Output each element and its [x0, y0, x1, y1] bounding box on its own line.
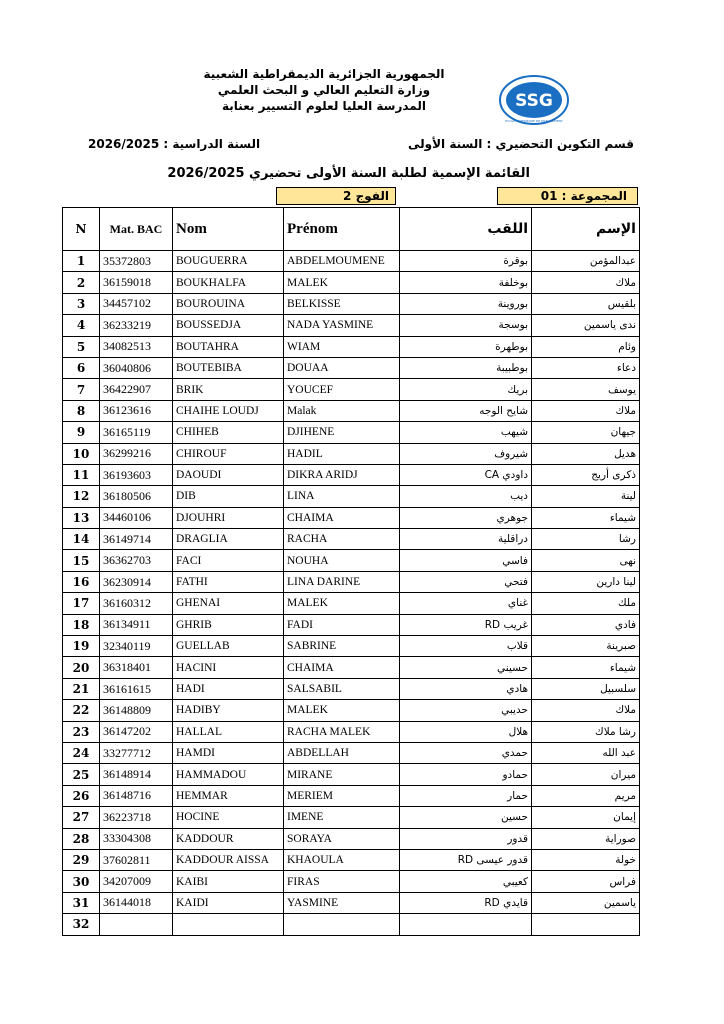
department-label: قسم التكوين التحضيري : السنة الأولى	[407, 137, 634, 151]
cell-prenom: HADIL	[284, 443, 400, 464]
cell-nom: HACINI	[173, 657, 284, 678]
cell-n: 6	[63, 357, 100, 378]
cell-ism: مريم	[532, 785, 640, 806]
logo-text: SSG	[515, 91, 553, 111]
cell-prenom: CHAIMA	[284, 507, 400, 528]
header-republic: الجمهورية الجزائرية الديمقراطية الشعبية	[203, 67, 445, 81]
cell-nom: GHENAI	[173, 593, 284, 614]
cell-ism: صبرينة	[532, 636, 640, 657]
cell-nom: HAMMADOU	[173, 764, 284, 785]
cell-laqab: قايدي RD	[400, 892, 532, 913]
cell-prenom: Malak	[284, 400, 400, 421]
cell-nom: BRIK	[173, 379, 284, 400]
cell-n: 30	[63, 871, 100, 892]
cell-mat-bac: 36144018	[100, 892, 173, 913]
cell-mat-bac: 33304308	[100, 828, 173, 849]
cell-nom: HALLAL	[173, 721, 284, 742]
table-row	[63, 807, 640, 828]
table-row	[63, 571, 640, 592]
cell-n: 21	[63, 678, 100, 699]
cell-prenom: CHAIMA	[284, 657, 400, 678]
cell-mat-bac: 32340119	[100, 636, 173, 657]
cell-n: 19	[63, 636, 100, 657]
cell-ism: ملاك	[532, 400, 640, 421]
cell-prenom: ABDELMOUMENE	[284, 251, 400, 272]
cell-prenom: FIRAS	[284, 871, 400, 892]
cell-nom: HAMDI	[173, 742, 284, 763]
cell-laqab: بوخلفة	[400, 272, 532, 293]
cell-laqab: قدور عيسى RD	[400, 849, 532, 870]
cell-laqab: قلاب	[400, 636, 532, 657]
cell-ism: شيماء	[532, 507, 640, 528]
cell-n: 28	[63, 828, 100, 849]
cell-laqab: بوطهرة	[400, 336, 532, 357]
cell-nom: HADI	[173, 678, 284, 699]
cell-laqab: جوهري	[400, 507, 532, 528]
cell-mat-bac: 37602811	[100, 849, 173, 870]
cell-ism: عبد الله	[532, 742, 640, 763]
cell-nom: BOUTAHRA	[173, 336, 284, 357]
cell-mat-bac: 36159018	[100, 272, 173, 293]
cell-n: 20	[63, 657, 100, 678]
academic-year: السنة الدراسية : 2026/2025	[88, 137, 261, 151]
cell-laqab: غريب RD	[400, 614, 532, 635]
table-row	[63, 464, 640, 485]
cell-ism: ميران	[532, 764, 640, 785]
cell-mat-bac: 34207009	[100, 871, 173, 892]
cell-prenom: YOUCEF	[284, 379, 400, 400]
cell-prenom: LINA DARINE	[284, 571, 400, 592]
cell-laqab: حمدي	[400, 742, 532, 763]
cell-ism: ذكرى أريج	[532, 464, 640, 485]
cell-prenom: RACHA MALEK	[284, 721, 400, 742]
cell-n: 1	[63, 251, 100, 272]
cell-n: 27	[63, 807, 100, 828]
cell-nom: KADDOUR	[173, 828, 284, 849]
cell-mat-bac: 36362703	[100, 550, 173, 571]
cell-n: 32	[63, 914, 100, 935]
cell-nom: CHIHEB	[173, 422, 284, 443]
cell-prenom: MALEK	[284, 593, 400, 614]
cell-n: 9	[63, 422, 100, 443]
cell-nom: CHIROUF	[173, 443, 284, 464]
cell-prenom: MERIEM	[284, 785, 400, 806]
cell-mat-bac: 36148716	[100, 785, 173, 806]
cell-laqab: حسيني	[400, 657, 532, 678]
cell-mat-bac: 34460106	[100, 507, 173, 528]
cell-laqab: شايح الوجه	[400, 400, 532, 421]
cell-prenom: MALEK	[284, 700, 400, 721]
header-ministry: وزارة التعليم العالي و البحث العلمي	[217, 83, 431, 97]
cell-mat-bac: 36134911	[100, 614, 173, 635]
table-row	[63, 336, 640, 357]
cell-ism: رشا ملاك	[532, 721, 640, 742]
school-logo	[498, 74, 570, 126]
cell-mat-bac: 36149714	[100, 529, 173, 550]
cell-n: 16	[63, 571, 100, 592]
cell-n: 24	[63, 742, 100, 763]
cell-laqab: شيهب	[400, 422, 532, 443]
cell-prenom: MALEK	[284, 272, 400, 293]
cell-n: 25	[63, 764, 100, 785]
cell-mat-bac: 36148914	[100, 764, 173, 785]
cell-prenom: BELKISSE	[284, 293, 400, 314]
cell-n: 18	[63, 614, 100, 635]
list-title: القائمة الإسمية لطلبة السنة الأولى تحضيري 2026/2025	[167, 166, 530, 181]
table-header-row	[63, 208, 640, 251]
table-row	[63, 849, 640, 870]
cell-n: 7	[63, 379, 100, 400]
group-label: المجموعة : 01	[497, 187, 638, 205]
cell-nom: FACI	[173, 550, 284, 571]
cell-nom: BOUGUERRA	[173, 251, 284, 272]
logo-ring-text: ECOLE SUPERIEURE DE MANAGEMENT	[505, 119, 563, 123]
cell-mat-bac: 36318401	[100, 657, 173, 678]
cell-n: 14	[63, 529, 100, 550]
cell-mat-bac: 35372803	[100, 251, 173, 272]
table-row	[63, 742, 640, 763]
cell-prenom: DOUAA	[284, 357, 400, 378]
header-school: المدرسة العليا لعلوم التسيير بعنابة	[222, 99, 426, 113]
cell-nom: KAIBI	[173, 871, 284, 892]
cell-n: 22	[63, 700, 100, 721]
cell-prenom: DIKRA ARIDJ	[284, 464, 400, 485]
cell-nom: KADDOUR AISSA	[173, 849, 284, 870]
col-n: N	[63, 208, 100, 251]
cell-n: 15	[63, 550, 100, 571]
cell-ism: رشا	[532, 529, 640, 550]
col-laqab: اللقب	[400, 208, 532, 251]
cell-prenom: SORAYA	[284, 828, 400, 849]
cell-prenom	[284, 914, 400, 935]
cell-n: 5	[63, 336, 100, 357]
cell-mat-bac: 36123616	[100, 400, 173, 421]
cell-mat-bac: 36223718	[100, 807, 173, 828]
cell-mat-bac: 36148809	[100, 700, 173, 721]
cell-n: 10	[63, 443, 100, 464]
cell-n: 4	[63, 315, 100, 336]
cell-ism: خولة	[532, 849, 640, 870]
table-row	[63, 892, 640, 913]
col-prenom: Prénom	[284, 208, 400, 251]
cell-mat-bac: 34082513	[100, 336, 173, 357]
cell-ism: فراس	[532, 871, 640, 892]
cell-nom: BOUKHALFA	[173, 272, 284, 293]
cell-laqab: حمار	[400, 785, 532, 806]
cell-laqab: بوروينة	[400, 293, 532, 314]
cell-n: 2	[63, 272, 100, 293]
cell-ism: نهى	[532, 550, 640, 571]
cell-n: 11	[63, 464, 100, 485]
cell-laqab: شيروف	[400, 443, 532, 464]
table-row	[63, 293, 640, 314]
table-row	[63, 871, 640, 892]
cell-laqab: هادي	[400, 678, 532, 699]
col-nom: Nom	[173, 208, 284, 251]
table-row	[63, 400, 640, 421]
cell-nom: BOUROUINA	[173, 293, 284, 314]
cell-ism: شيماء	[532, 657, 640, 678]
cell-ism	[532, 914, 640, 935]
table-row	[63, 700, 640, 721]
cell-nom: BOUTEBIBA	[173, 357, 284, 378]
col-mat-bac: Mat. BAC	[100, 208, 173, 251]
cell-ism: وئام	[532, 336, 640, 357]
cell-laqab: بوسجة	[400, 315, 532, 336]
cell-laqab: فتحي	[400, 571, 532, 592]
cell-mat-bac: 36040806	[100, 357, 173, 378]
cell-prenom: YASMINE	[284, 892, 400, 913]
cell-n: 8	[63, 400, 100, 421]
cell-mat-bac: 36230914	[100, 571, 173, 592]
cell-ism: فادي	[532, 614, 640, 635]
table-row	[63, 422, 640, 443]
table-row	[63, 357, 640, 378]
cell-ism: لينة	[532, 486, 640, 507]
table-row	[63, 272, 640, 293]
cell-prenom: FADI	[284, 614, 400, 635]
cell-ism: صوراية	[532, 828, 640, 849]
cell-n: 23	[63, 721, 100, 742]
cell-n: 29	[63, 849, 100, 870]
cell-laqab: بوطبيبة	[400, 357, 532, 378]
cell-prenom: DJIHENE	[284, 422, 400, 443]
cell-ism: بلقيس	[532, 293, 640, 314]
table-row	[63, 251, 640, 272]
cell-nom: HOCINE	[173, 807, 284, 828]
cell-prenom: RACHA	[284, 529, 400, 550]
table-row	[63, 550, 640, 571]
cell-ism: جيهان	[532, 422, 640, 443]
cell-nom: GHRIB	[173, 614, 284, 635]
cell-ism: ملاك	[532, 272, 640, 293]
table-row	[63, 443, 640, 464]
cell-prenom: WIAM	[284, 336, 400, 357]
cell-ism: يوسف	[532, 379, 640, 400]
cell-laqab: حديبي	[400, 700, 532, 721]
cell-laqab: قدور	[400, 828, 532, 849]
cell-mat-bac: 33277712	[100, 742, 173, 763]
cell-prenom: KHAOULA	[284, 849, 400, 870]
fouj-label: الفوج 2	[276, 187, 396, 205]
cell-laqab	[400, 914, 532, 935]
cell-laqab: بوقرة	[400, 251, 532, 272]
cell-prenom: SABRINE	[284, 636, 400, 657]
cell-ism: دعاء	[532, 357, 640, 378]
cell-nom: HEMMAR	[173, 785, 284, 806]
table-row	[63, 507, 640, 528]
cell-ism: ندى ياسمين	[532, 315, 640, 336]
cell-nom: FATHI	[173, 571, 284, 592]
table-row	[63, 636, 640, 657]
col-ism: الإسم	[532, 208, 640, 251]
students-table	[62, 207, 640, 936]
cell-nom: DRAGLIA	[173, 529, 284, 550]
cell-n: 26	[63, 785, 100, 806]
cell-prenom: SALSABIL	[284, 678, 400, 699]
cell-laqab: كعيبي	[400, 871, 532, 892]
cell-laqab: بريك	[400, 379, 532, 400]
table-row	[63, 721, 640, 742]
table-row	[63, 614, 640, 635]
cell-nom: KAIDI	[173, 892, 284, 913]
cell-laqab: حسين	[400, 807, 532, 828]
cell-prenom: ABDELLAH	[284, 742, 400, 763]
cell-prenom: IMENE	[284, 807, 400, 828]
cell-mat-bac	[100, 914, 173, 935]
cell-n: 13	[63, 507, 100, 528]
cell-mat-bac: 36233219	[100, 315, 173, 336]
cell-laqab: حمادو	[400, 764, 532, 785]
table-row	[63, 914, 640, 935]
cell-ism: ياسمين	[532, 892, 640, 913]
cell-ism: هديل	[532, 443, 640, 464]
cell-nom: CHAIHE LOUDJ	[173, 400, 284, 421]
cell-mat-bac: 34457102	[100, 293, 173, 314]
cell-ism: سلسبيل	[532, 678, 640, 699]
table-row	[63, 785, 640, 806]
cell-prenom: MIRANE	[284, 764, 400, 785]
cell-mat-bac: 36160312	[100, 593, 173, 614]
table-row	[63, 529, 640, 550]
table-row	[63, 828, 640, 849]
cell-laqab: غناي	[400, 593, 532, 614]
cell-nom: GUELLAB	[173, 636, 284, 657]
table-row	[63, 315, 640, 336]
cell-mat-bac: 36147202	[100, 721, 173, 742]
cell-mat-bac: 36165119	[100, 422, 173, 443]
cell-prenom: NADA YASMINE	[284, 315, 400, 336]
cell-mat-bac: 36299216	[100, 443, 173, 464]
cell-mat-bac: 36161615	[100, 678, 173, 699]
table-row	[63, 486, 640, 507]
cell-nom: DAOUDI	[173, 464, 284, 485]
cell-n: 17	[63, 593, 100, 614]
cell-laqab: داودي CA	[400, 464, 532, 485]
cell-ism: ملاك	[532, 700, 640, 721]
cell-mat-bac: 36193603	[100, 464, 173, 485]
cell-ism: ملك	[532, 593, 640, 614]
cell-laqab: دراقلية	[400, 529, 532, 550]
cell-nom: HADIBY	[173, 700, 284, 721]
table-row	[63, 764, 640, 785]
table-row	[63, 657, 640, 678]
table-row	[63, 379, 640, 400]
cell-ism: لينا دارين	[532, 571, 640, 592]
cell-laqab: ديب	[400, 486, 532, 507]
cell-laqab: فاسي	[400, 550, 532, 571]
cell-mat-bac: 36422907	[100, 379, 173, 400]
cell-n: 3	[63, 293, 100, 314]
cell-n: 12	[63, 486, 100, 507]
cell-prenom: LINA	[284, 486, 400, 507]
cell-nom: DJOUHRI	[173, 507, 284, 528]
cell-ism: إيمان	[532, 807, 640, 828]
cell-nom	[173, 914, 284, 935]
table-row	[63, 678, 640, 699]
cell-ism: عبدالمؤمن	[532, 251, 640, 272]
cell-prenom: NOUHA	[284, 550, 400, 571]
cell-nom: DIB	[173, 486, 284, 507]
cell-laqab: هلال	[400, 721, 532, 742]
cell-n: 31	[63, 892, 100, 913]
cell-mat-bac: 36180506	[100, 486, 173, 507]
cell-nom: BOUSSEDJA	[173, 315, 284, 336]
table-row	[63, 593, 640, 614]
